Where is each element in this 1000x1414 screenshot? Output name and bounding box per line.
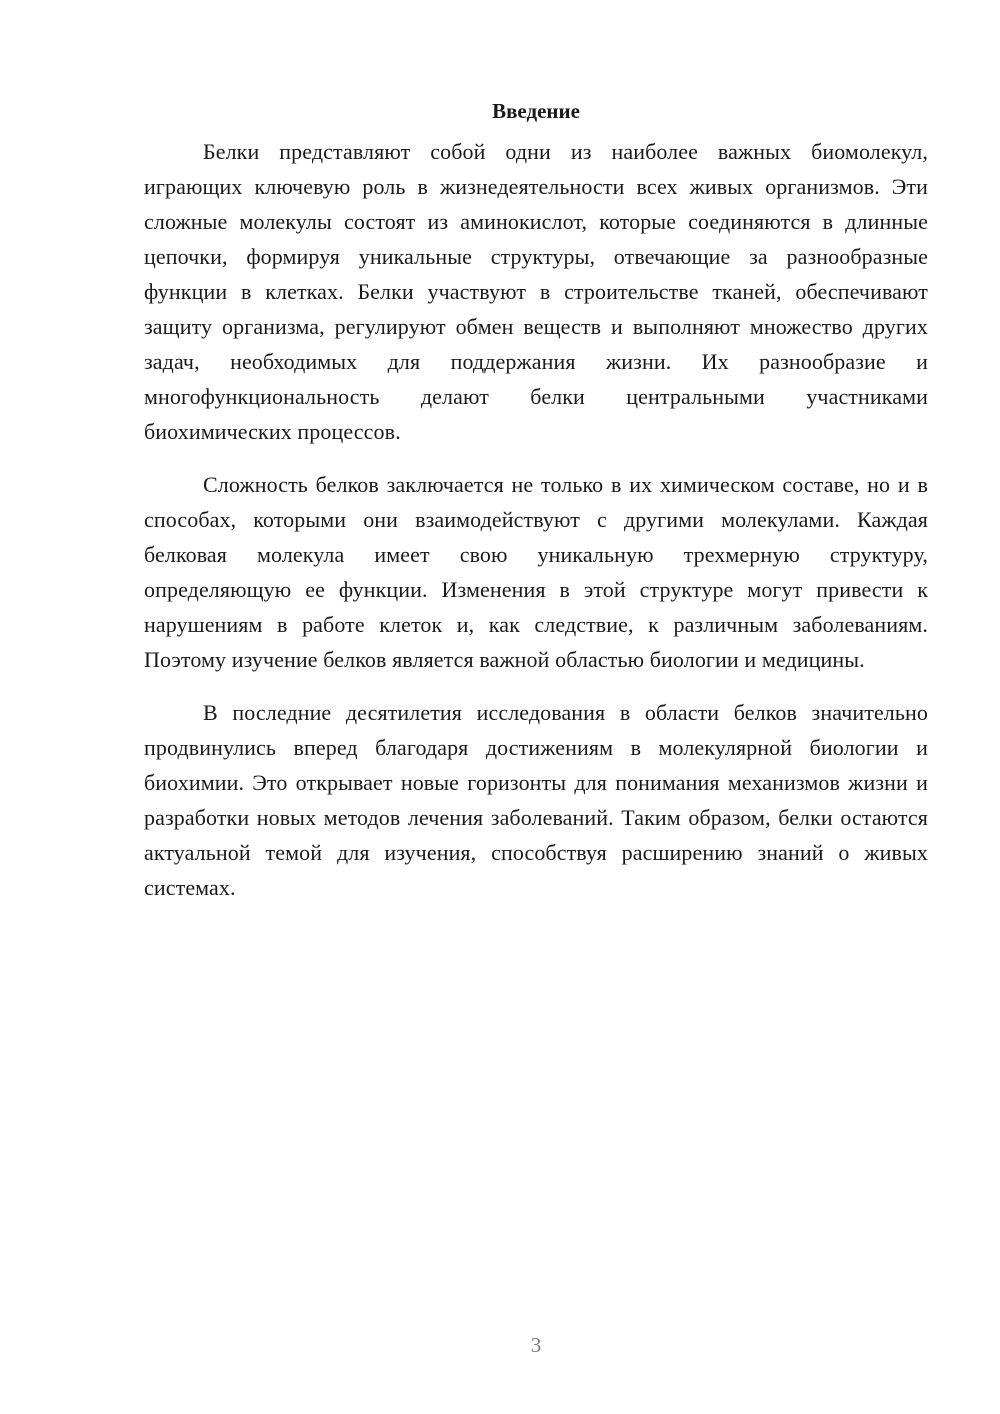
page-number: 3 (530, 1333, 542, 1357)
paragraph-2: Сложность белков заключается не только в их химическом составе, но и в способах, которыми они взаимодействуют с другими молекулами. Каждая белковая молекула имеет свою уникальную трехмерную структуру, определяющую ее функции. Изменения в этой структуре могут привести к нарушениям в работе клеток и, как следствие, к различным заболеваниям. Поэтому изучение белков является важной областью биологии и медицины. (144, 472, 928, 672)
section-title: Введение (492, 99, 580, 123)
paragraph-1: Белки представляют собой одни из наиболее важных биомолекул, играющих ключевую роль в жизнедеятельности всех живых организмов. Эти сложные молекулы состоят из аминокислот, которые соединяются в длинные цепочки, формируя уникальные структуры, отвечающие за разнообразные функции в клетках. Белки участвуют в строительстве тканей, обеспечивают защиту организма, регулируют обмен веществ и выполняют множество других задач, необходимых для поддержания жизни. Их разнообразие и многофункциональность делают белки центральными участниками биохимических процессов. (144, 139, 928, 444)
paragraph-3: В последние десятилетия исследования в области белков значительно продвинулись вперед благодаря достижениям в молекулярной биологии и биохимии. Это открывает новые горизонты для понимания механизмов жизни и разработки новых методов лечения заболеваний. Таким образом, белки остаются актуальной темой для изучения, способствуя расширению знаний о живых системах. (144, 700, 928, 900)
page-content (144, 96, 928, 923)
